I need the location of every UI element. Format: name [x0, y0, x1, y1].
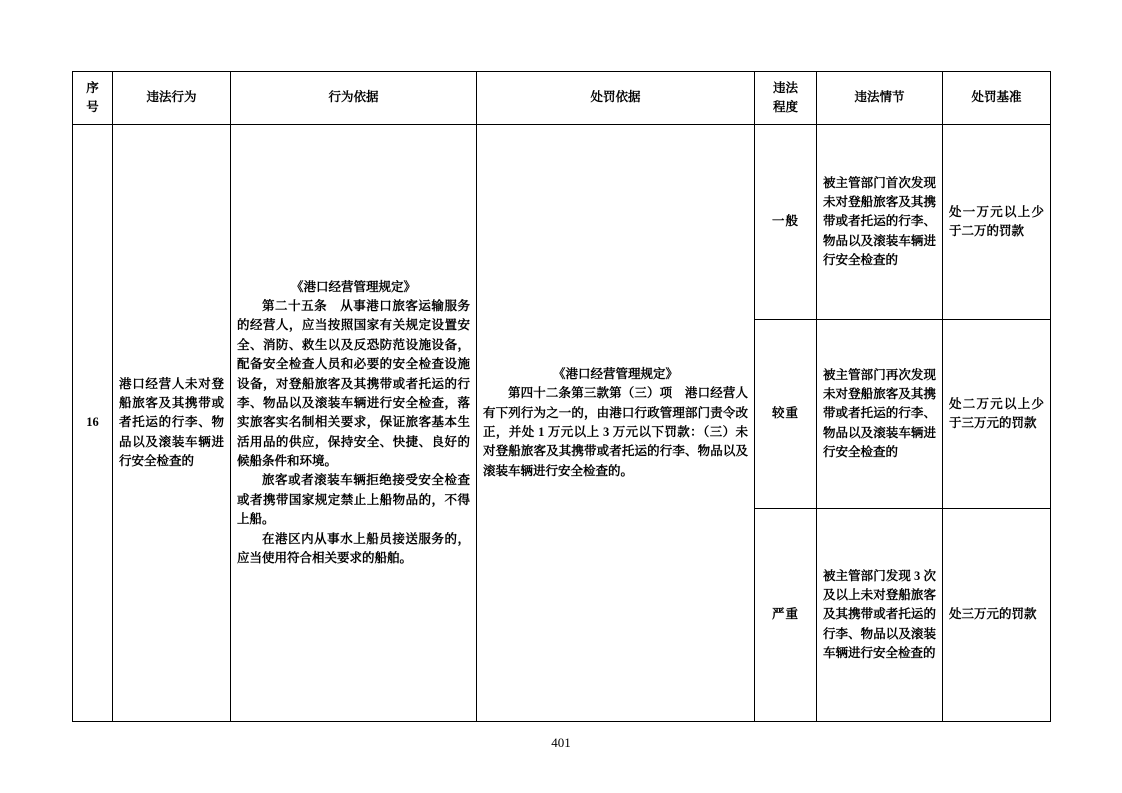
header-standard: 处罚基准 [943, 72, 1051, 125]
punish-basis-paragraph-1: 第四十二条第三款第（三）项 港口经营人有下列行为之一的，由港口行政管理部门责令改正，并处 1 万元以上 3 万元以下罚款：（三）未对登船旅客及其携带或者托运的行李、物品以及滚装车辆进行安全检查的。 [483, 386, 748, 478]
cell-standard-general: 处一万元以上少于二万的罚款 [943, 125, 1051, 320]
cell-standard-serious: 处二万元以上少于三万元的罚款 [943, 320, 1051, 509]
penalty-benchmark-table [72, 71, 1051, 722]
header-circumstance: 违法情节 [817, 72, 943, 125]
cell-circumstance-general: 被主管部门首次发现未对登船旅客及其携带或者托运的行李、物品以及滚装车辆进行安全检查的 [817, 125, 943, 320]
act-basis-paragraph-2: 旅客或者滚装车辆拒绝接受安全检查或者携带国家规定禁止上船物品的，不得上船。 [237, 473, 470, 527]
header-seq-line2: 号 [86, 100, 99, 114]
header-degree-line1: 违法 [772, 80, 798, 95]
header-violation-act: 违法行为 [113, 72, 231, 125]
header-seq-line1: 序 [86, 80, 99, 95]
cell-circumstance-severe: 被主管部门发现 3 次及以上未对登船旅客及其携带或者托运的行李、物品以及滚装车辆进行安全检查的 [817, 509, 943, 722]
cell-sequence-number: 16 [73, 125, 113, 722]
act-basis-title: 《港口经营管理规定》 [290, 279, 416, 294]
header-violation-degree [755, 72, 817, 125]
page-number: 401 [551, 735, 571, 750]
cell-standard-severe: 处三万元的罚款 [943, 509, 1051, 722]
act-basis-paragraph-3: 在港区内从事水上船员接送服务的，应当使用符合相关要求的船舶。 [237, 531, 470, 565]
cell-punish-basis [477, 125, 755, 722]
cell-circumstance-serious: 被主管部门再次发现未对登船旅客及其携带或者托运的行李、物品以及滚装车辆进行安全检查的 [817, 320, 943, 509]
header-degree-line2: 程度 [772, 100, 798, 114]
punish-basis-title: 《港口经营管理规定》 [552, 366, 678, 381]
table-header-row [73, 72, 1051, 125]
cell-degree-serious: 较重 [755, 320, 817, 509]
cell-act-basis [231, 125, 477, 722]
header-punish-basis: 处罚依据 [477, 72, 755, 125]
header-act-basis: 行为依据 [231, 72, 477, 125]
cell-violation-act: 港口经营人未对登船旅客及其携带或者托运的行李、物品以及滚装车辆进行安全检查的 [113, 125, 231, 722]
act-basis-paragraph-1: 第二十五条 从事港口旅客运输服务的经营人，应当按照国家有关规定设置安全、消防、救生以及反恐防范设施设备，配备安全检查人员和必要的安全检查设施设备，对登船旅客及其携带或者托运的行李、物品以及滚装车辆进行安全检查，落实旅客实名制相关要求，保证旅客基本生活用品的供应，保持安全、快捷、良好的候船条件和环境。 [237, 299, 470, 469]
header-seq [73, 72, 113, 125]
table-row [73, 125, 1051, 320]
cell-degree-severe: 严重 [755, 509, 817, 722]
cell-degree-general: 一般 [755, 125, 817, 320]
